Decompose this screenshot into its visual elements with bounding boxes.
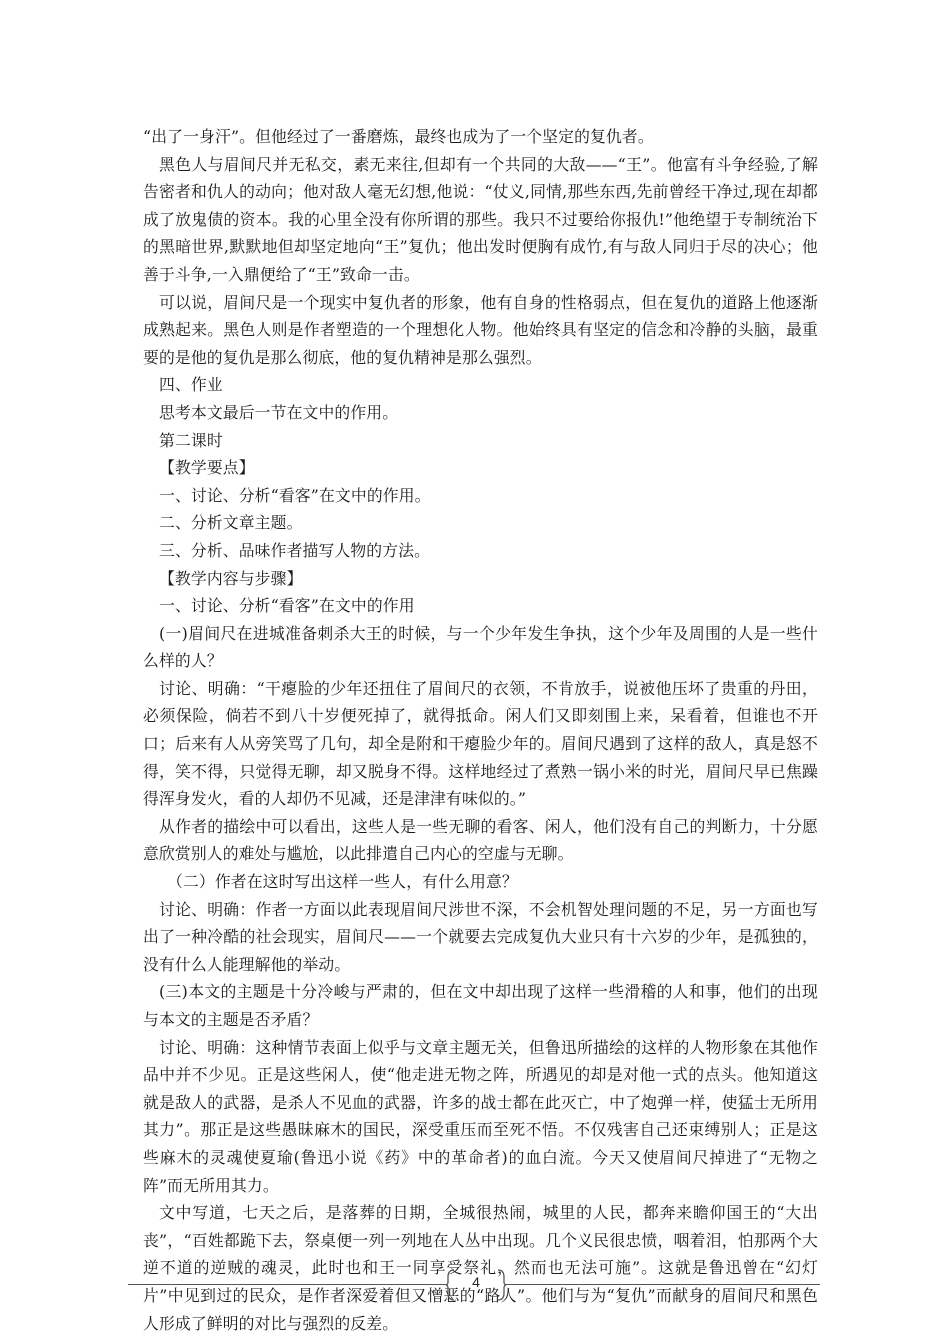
- list-item: 三、分析、品味作者描写人物的方法。: [159, 540, 431, 560]
- section-heading: 一、讨论、分析“看客”在文中的作用: [159, 596, 415, 616]
- paragraph: 从作者的描绘中可以看出，这些人是一些无聊的看客、闲人，他们没有自己的判断力，十分愿意欣赏别人的难处与尴尬，以此排遣自己内心的空虚与无聊。: [143, 816, 818, 864]
- paragraph: (三)本文的主题是十分冷峻与严肃的，但在文中却出现了这样一些滑稽的人和事，他们的出现与本文的主题是否矛盾？: [143, 982, 818, 1029]
- list-item: 二、分析文章主题。: [159, 513, 303, 533]
- paragraph: 讨论、明确：“干瘪脸的少年还扭住了眉间尺的衣领，不肯放手，说被他压坏了贵重的丹田，必须保险，倘若不到八十岁便死掉了，就得抵命。闲人们又即刻围上来，呆看着，但谁也不开口；后来有人从旁笑骂了几句，却全是附和干瘪脸少年的。眉间尺遇到了这样的敌人，真是怒不得，笑不得，只觉得无聊，却又脱身不得。这样地经过了煮熟一锅小米的时光，眉间尺早已焦躁得浑身发火，看的人却仍不见减，还是津津有味似的。”: [143, 678, 818, 809]
- paragraph: (一)眉间尺在进城准备刺杀大王的时候，与一个少年发生争执，这个少年及周围的人是一些什么样的人？: [143, 623, 818, 671]
- page-footer: [128, 1268, 820, 1302]
- paragraph: 文中写道，七天之后，是落葬的日期，全城很热闹，城里的人民，都奔来瞻仰国王的“大出丧”，“百姓都跪下去，祭桌便一列一列地在人丛中出现。几个义民很忠愤，咽着泪，怕那两个大逆不道的逆贼的魂灵，此时也和王一同享受祭礼，然而也无法可施”。这就是鲁迅曾在“幻灯片”中见到过的民众，是作者深爱着但又憎恶的“路人”。他们与为“复仇”而献身的眉间尺和黑色人形成了鲜明的对比与强烈的反差。: [143, 1203, 818, 1333]
- paragraph: （二）作者在这时写出这样一些人，有什么用意？: [167, 872, 518, 892]
- body-text: [143, 123, 818, 1337]
- paragraph: 可以说，眉间尺是一个现实中复仇者的形象，他有自身的性格弱点，但在复仇的道路上他逐渐成熟起来。黑色人则是作者塑造的一个理想化人物。他始终具有坚定的信念和冷静的头脑，最重要的是他的复仇是那么彻底，他的复仇精神是那么强烈。: [143, 292, 818, 367]
- paragraph: 思考本文最后一节在文中的作用。: [159, 402, 399, 422]
- paragraph: “出了一身汗”。但他经过了一番磨炼，最终也成为了一个坚定的复仇者。: [143, 127, 654, 146]
- paragraph: 讨论、明确：作者一方面以此表现眉间尺涉世不深，不会机智处理问题的不足，另一方面也写出了一种冷酷的社会现实，眉间尺——一个就要去完成复仇大业只有十六岁的少年，是孤独的，没有什么人能理解他的举动。: [143, 899, 818, 974]
- page-number: 4: [472, 1274, 480, 1290]
- section-heading: 四、作业: [159, 375, 223, 395]
- section-heading: 【教学内容与步骤】: [159, 568, 303, 588]
- section-heading: 第二课时: [159, 430, 223, 450]
- section-heading: 【教学要点】: [159, 458, 255, 478]
- paragraph: 讨论、明确：这种情节表面上似乎与文章主题无关，但鲁迅所描绘的这样的人物形象在其他作品中并不少见。正是这些闲人，使“他走进无物之阵，所遇见的却是对他一式的点头。他知道这就是敌人的武器，是杀人不见血的武器，许多的战士都在此灭亡，中了炮弹一样，使猛士无所用其力”。那正是这些愚昧麻木的国民，深受重压而至死不悟。不仅残害自己还束缚别人；正是这些麻木的灵魂使夏瑜(鲁迅小说《药》中的革命者)的血白流。今天又使眉间尺掉进了“无物之阵”而无所用其力。: [143, 1037, 818, 1195]
- footer-rule-left: [128, 1284, 446, 1285]
- footer-rule-right: [506, 1284, 820, 1285]
- paragraph: 黑色人与眉间尺并无私交，素无来往,但却有一个共同的大敌——“王”。他富有斗争经验,了解告密者和仇人的动向；他对敌人毫无幻想,他说：“仗义,同情,那些东西,先前曾经干净过,现在却都成了放鬼债的资本。我的心里全没有你所谓的那些。我只不过要给你报仇!”他绝望于专制统治下的黑暗世界,默默地但却坚定地向“王”复仇；他出发时便胸有成竹,有与敌人同归于尽的决心；他善于斗争,一入鼎便给了“王”致命一击。: [143, 154, 818, 284]
- list-item: 一、讨论、分析“看客”在文中的作用。: [159, 485, 431, 505]
